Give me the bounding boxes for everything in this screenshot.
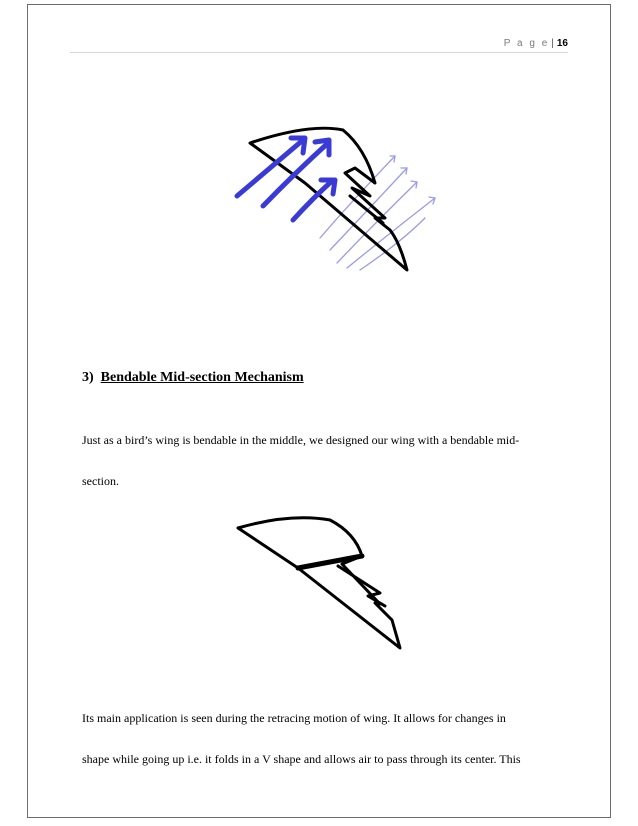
section-number: 3) bbox=[82, 370, 94, 385]
section-heading bbox=[82, 370, 304, 386]
paragraph-1-line-1: Just as a bird’s wing is bendable in the middle, we designed our wing with a bendable mid- bbox=[82, 433, 520, 447]
strong-arrow-1 bbox=[237, 140, 303, 196]
wing-hinge-line bbox=[298, 556, 362, 568]
page-number: 16 bbox=[556, 38, 568, 49]
bendable-wing-figure bbox=[230, 508, 405, 653]
bendable-wing-drawing bbox=[230, 508, 405, 653]
page-separator: | bbox=[551, 38, 554, 49]
paragraph-2-line-1: Its main application is seen during the retracing motion of wing. It allows for changes in bbox=[82, 711, 506, 725]
wing-outline-2 bbox=[238, 518, 400, 648]
strong-airflow-arrows bbox=[237, 138, 335, 220]
wing-airflow-figure bbox=[225, 118, 450, 283]
wing-airflow-drawing bbox=[225, 118, 450, 283]
paragraph-2-line-2: shape while going up i.e. it folds in a V shape and allows air to pass through its center. This bbox=[82, 752, 521, 766]
page-label: P a g e bbox=[503, 38, 550, 49]
paragraph-1-line-2: section. bbox=[82, 474, 119, 488]
light-arrow-5 bbox=[360, 218, 425, 270]
section-title: Bendable Mid-section Mechanism bbox=[100, 370, 304, 385]
page-header bbox=[70, 38, 568, 53]
wing-lower-section bbox=[298, 556, 400, 648]
